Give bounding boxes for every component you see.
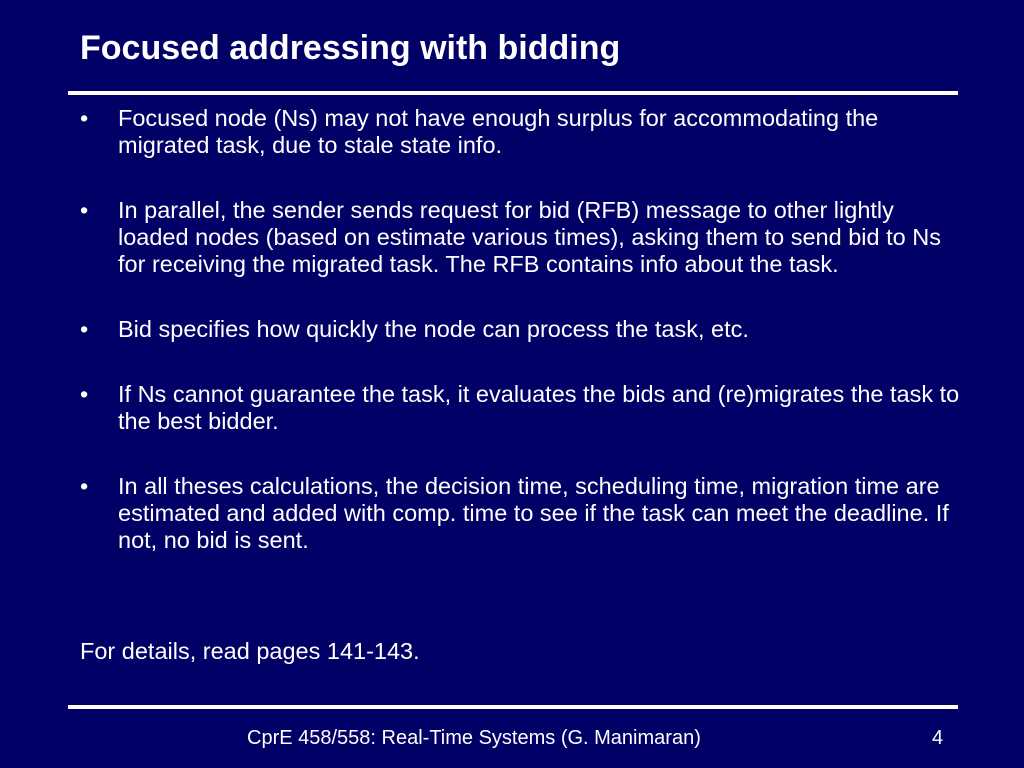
bullet-dot-icon: • (80, 105, 89, 131)
footer-divider (68, 705, 958, 709)
bullet-text: In parallel, the sender sends request for bid (RFB) message to other lightly loaded nodes (based on estimate various times), asking them to send bid to Ns for receiving the migrated task. The RFB contains info about the task. (118, 197, 941, 277)
bullet-list (80, 105, 960, 592)
bullet-dot-icon: • (80, 473, 89, 499)
slide-title: Focused addressing with bidding (80, 29, 621, 67)
bullet-item (80, 316, 960, 343)
bullet-text: Bid specifies how quickly the node can process the task, etc. (118, 316, 749, 342)
bullet-text: Focused node (Ns) may not have enough surplus for accommodating the migrated task, due to stale state info. (118, 105, 879, 158)
page-number: 4 (932, 727, 944, 749)
closing-note: For details, read pages 141-143. (80, 638, 420, 664)
bullet-dot-icon: • (80, 316, 89, 342)
bullet-item (80, 105, 960, 159)
bullet-text: In all theses calculations, the decision time, scheduling time, migration time are estimated and added with comp. time to see if the task can meet the deadline. If not, no bid is sent. (118, 473, 949, 553)
bullet-item (80, 197, 960, 278)
bullet-item (80, 473, 960, 554)
bullet-dot-icon: • (80, 381, 89, 407)
footer-course-label: CprE 458/558: Real-Time Systems (G. Manimaran) (247, 727, 701, 749)
bullet-text: If Ns cannot guarantee the task, it evaluates the bids and (re)migrates the task to the best bidder. (118, 381, 960, 434)
bullet-item (80, 381, 960, 435)
bullet-dot-icon: • (80, 197, 89, 223)
title-divider (68, 91, 958, 95)
